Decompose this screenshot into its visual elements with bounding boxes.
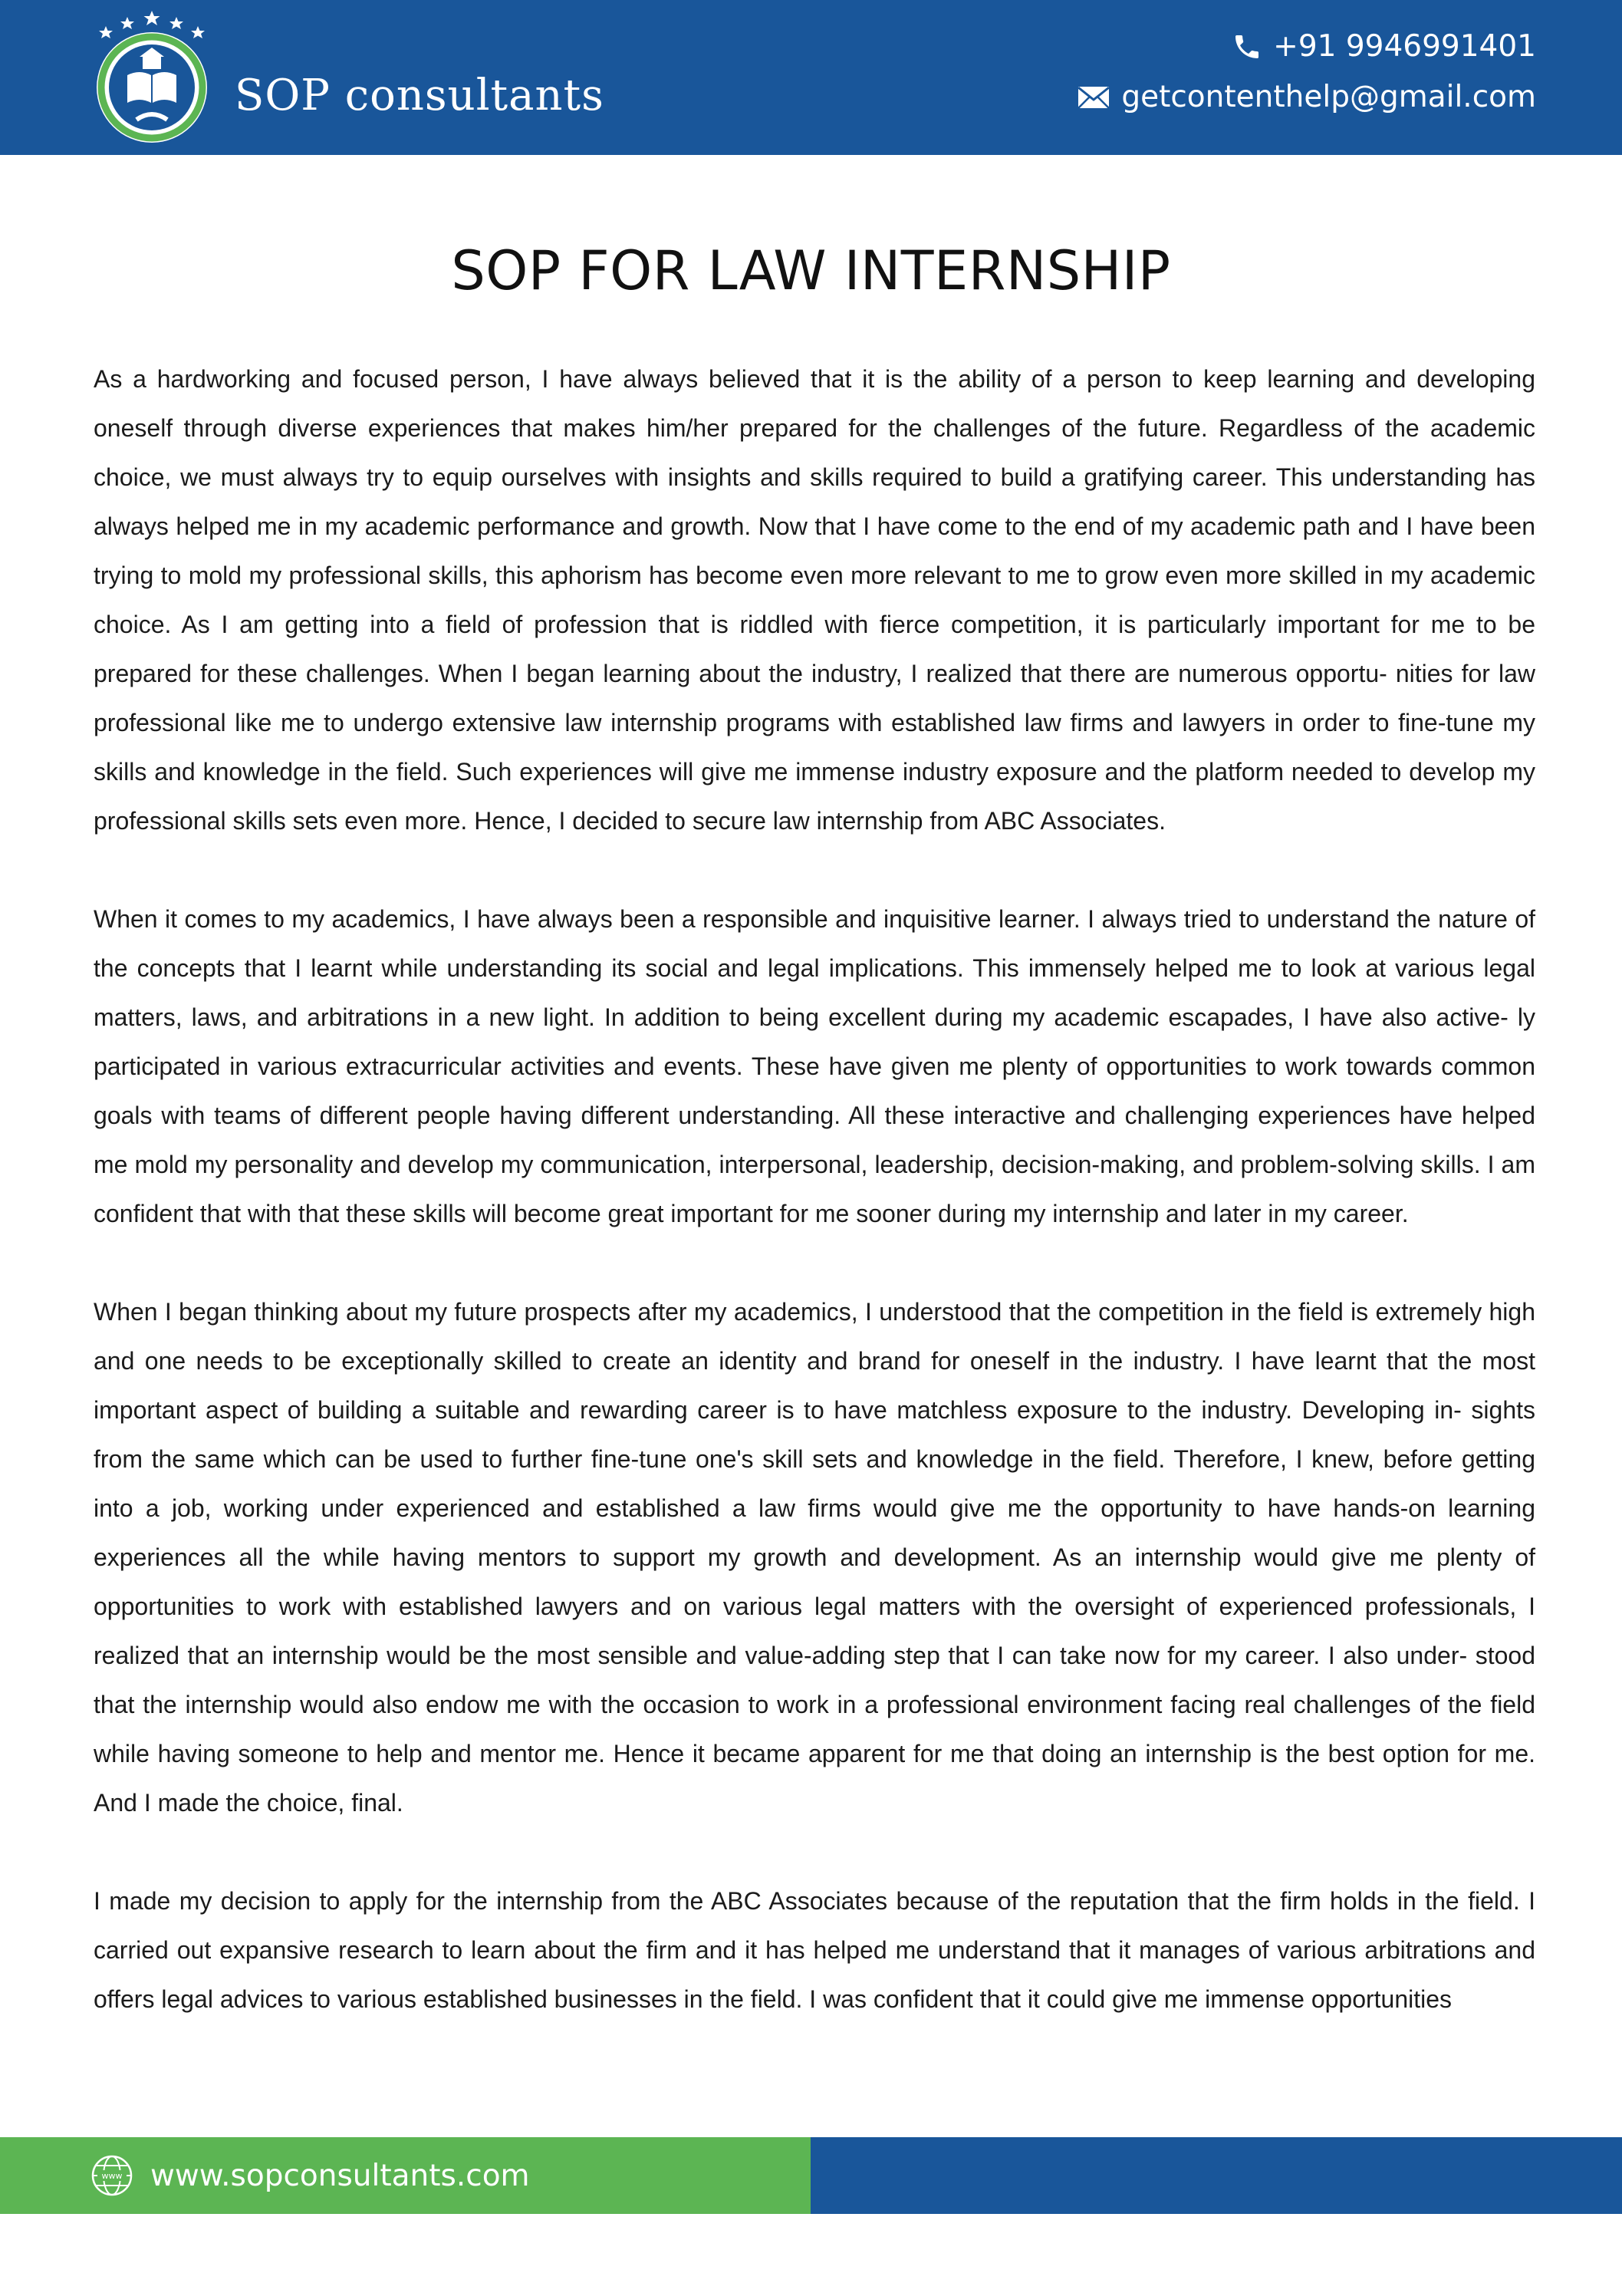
paragraph: I made my decision to apply for the internship from the ABC Associates because of the reputation that the firm holds in the field. I carried out expansive research to learn about the firm and it has helped me understand that it manages of various arbitrations and offers legal advices to various established businesses in the field. I was confident that it could give me immense opportunities — [94, 1887, 1535, 2013]
paragraph: When it comes to my academics, I have always been a responsible and inquisitive learner. I always tried to understand the nature of the concepts that I learnt while understanding its social and legal implications. This immensely helped me to look at various legal matters, laws, and arbitrations in a new light. In addition to being excellent during my academic escapades, I have also active- ly participated in various extracurricular activities and events. These have given me plenty of opportunities to work towards common goals with teams of different people having different understanding. All these interactive and challenging experiences have helped me mold my personality and develop my communication, interpersonal, leadership, decision-making, and problem-solving skills. I am confident that with that these skills will become great important for me sooner during my internship and later in my career. — [94, 905, 1535, 1227]
globe-icon — [90, 2154, 133, 2197]
website-url: www.sopconsultants.com — [150, 2158, 530, 2193]
header-bar — [0, 0, 1622, 155]
svg-text:www: www — [101, 2171, 123, 2181]
phone-contact[interactable] — [1232, 29, 1536, 64]
brand-name: SOP consultants — [235, 71, 604, 120]
envelope-icon — [1077, 84, 1110, 110]
footer-blue-bar — [811, 2137, 1622, 2214]
paragraph: When I began thinking about my future prospects after my academics, I understood that the competition in the field is extremely high and one needs to be exceptionally skilled to create an identity and brand for oneself in the industry. I have learnt that the most important aspect of building a suitable and rewarding career is to have matchless exposure to the industry. Developing in- sights from the same which can be used to further fine-tune one's skill sets and knowledge in the field. Therefore, I knew, before getting into a job, working under experienced and established a law firms would give me the opportunity to have hands-on learning experiences all the while having mentors to support my growth and development. As an internship would give me plenty of opportunities to work with established lawyers and on various legal matters with the oversight of experienced professionals, I realized that an internship would be the most sensible and value-adding step that I can take now for my career. I also under- stood that the internship would also endow me with the occasion to work in a professional environment facing real challenges of the field while having someone to help and mentor me. Hence it became apparent for me that doing an internship is the best option for me. And I made the choice, final. — [94, 1298, 1535, 1817]
phone-number: +91 9946991401 — [1273, 29, 1536, 64]
email-address: getcontenthelp@gmail.com — [1121, 80, 1536, 114]
document-body — [94, 354, 1535, 2073]
page-title: SOP FOR LAW INTERNSHIP — [451, 239, 1171, 302]
email-contact[interactable] — [1077, 80, 1536, 114]
phone-icon — [1232, 31, 1262, 62]
book-emblem-icon — [90, 5, 213, 150]
footer-website-link[interactable] — [90, 2153, 530, 2199]
paragraph: As a hardworking and focused person, I have always believed that it is the ability of a person to keep learning and developing oneself through diverse experiences that makes him/her prepared for the challenges of the future. Regardless of the academic choice, we must always try to equip ourselves with insights and skills required to build a gratifying career. This understanding has always helped me in my academic performance and growth. Now that I have come to the end of my academic path and I have been trying to mold my professional skills, this aphorism has become even more relevant to me to grow even more skilled in my academic choice. As I am getting into a field of profession that is riddled with fierce competition, it is particularly important for me to be prepared for these challenges. When I began learning about the industry, I realized that there are numerous opportu- nities for law professional like me to undergo extensive law internship programs with established law firms and lawyers in order to fine-tune my skills and knowledge in the field. Such experiences will give me immense industry exposure and the platform needed to develop my professional skills sets even more. Hence, I decided to secure law internship from ABC Associates. — [94, 365, 1535, 835]
